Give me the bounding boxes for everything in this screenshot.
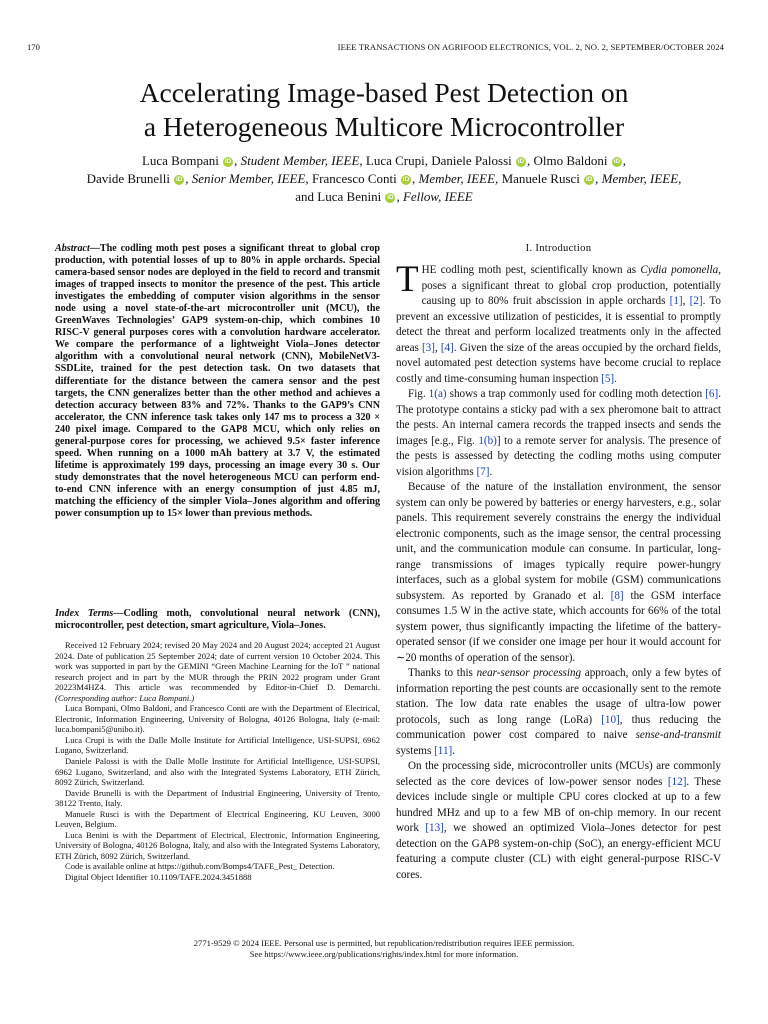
paragraph: [396, 480, 721, 666]
author-role: Fellow, IEEE: [402, 189, 473, 204]
orcid-icon[interactable]: iD: [175, 176, 183, 183]
text: .: [614, 372, 617, 385]
text: . These devices include single or multiple CPU cores clocked at up to a few hundred MHz and up to a few MB of on-chip memory. In our recent work: [396, 775, 721, 834]
citation-link[interactable]: [5]: [601, 372, 615, 385]
text: . The prototype contains a sticky pad with a sex pheromone bait to attract the pests. An internal camera records the trapped insects and sends the images [e.g., Fig.: [396, 388, 721, 447]
author-name: Francesco Conti: [311, 171, 397, 186]
citation-link[interactable]: [1]: [669, 295, 683, 307]
footnote-affiliation: Luca Bompani, Olmo Baldoni, and Francesco Conti are with the Department of Electrical, Electronic, Information Engineering, University of Bologna, 40126 Bologna, Italy (e-mail: luca.bompani5@unibo.it).: [55, 703, 380, 735]
text: approach, only a few bytes of information reporting the pest counts are occasionally sent to the remote station. The low data rate enables the usage of ultra-low power protocols, such as long range (LoRa): [396, 667, 721, 726]
author-name: Manuele Rusci: [501, 171, 580, 186]
orcid-icon[interactable]: iD: [585, 176, 593, 183]
author-role: Member, IEEE,: [601, 171, 682, 186]
text: . To prevent an excessive utilization of pesticides, it is essential to promptly detect the threat and perform localized treatments only in the affected areas: [396, 295, 722, 354]
text: HE codling moth pest, scientifically known as: [421, 264, 641, 276]
index-terms: [55, 608, 380, 632]
running-header: IEEE TRANSACTIONS ON AGRIFOOD ELECTRONICS, VOL. 2, NO. 2, SEPTEMBER/OCTOBER 2024: [337, 42, 724, 52]
orcid-icon[interactable]: iD: [517, 158, 525, 165]
citation-link[interactable]: [8]: [610, 589, 624, 602]
citation-link[interactable]: [13]: [425, 822, 444, 834]
text: On the processing side, microcontroller units (MCUs) are commonly selected as the core devices of low-power sensor nodes: [396, 760, 721, 788]
citation-link[interactable]: [6]: [705, 388, 719, 400]
text: ] to a remote server for analysis. The presence of the pests is assessed by detecting the codling moths using computer vision algorithms: [396, 434, 721, 478]
citation-link[interactable]: [4]: [440, 341, 454, 354]
author-name: and Luca Benini: [295, 189, 382, 204]
paragraph: [396, 387, 721, 480]
abstract: [55, 243, 380, 520]
citation-link[interactable]: [11]: [434, 744, 453, 757]
footnote-affiliation: Davide Brunelli is with the Department of Industrial Engineering, University of Trento, 38122 Trento, Italy.: [55, 787, 380, 809]
citation-link[interactable]: [10]: [601, 713, 620, 726]
figure-link[interactable]: 1(b): [478, 434, 497, 447]
citation-link[interactable]: [3]: [421, 341, 435, 354]
footnote-affiliation: Luca Benini is with the Department of Electrical, Electronic, Information Engineering, University of Bologna, 40126 Bologna, Italy, and also with the Integrated Systems Laboratory, ETH Zürich, 8092 Zürich, Switzerland.: [55, 829, 380, 861]
text: systems: [396, 744, 435, 757]
text: .: [489, 465, 493, 478]
citation-link[interactable]: [2]: [689, 295, 703, 307]
paragraph: [396, 259, 722, 387]
paper-title: [0, 76, 768, 144]
footnote-received: [55, 640, 380, 703]
text: shows a trap commonly used for codling moth detection: [446, 388, 706, 400]
text: Thanks to this: [408, 667, 477, 679]
emphasis: near-sensor processing: [476, 667, 582, 679]
author-role: Senior Member, IEEE,: [191, 171, 309, 186]
footnote-code: Code is available online at https://github.com/Bomps4/TAFE_Pest_ Detection.: [65, 861, 335, 872]
page-number: 170: [27, 42, 40, 52]
footnotes: [55, 640, 380, 883]
text: ,: [682, 295, 690, 307]
footnote-affiliation: Daniele Palossi is with the Dalle Molle Institute for Artificial Intelligence, USI-SUPSI, 6962 Lugano, Switzerland, and also with the Integrated Systems Laboratory, ETH Zürich, 8092 Zürich, Switzerland.: [55, 756, 380, 788]
orcid-icon[interactable]: iD: [224, 158, 232, 165]
text: , thus reducing the communication power cost compared to naive: [396, 713, 721, 741]
author-line-3: and Luca Benini iD , Fellow, IEEE: [295, 189, 473, 204]
figure-link[interactable]: 1(a): [428, 388, 447, 400]
footnote-received-text: Received 12 February 2024; revised 20 May 2024 and 20 August 2024; accepted 21 August 2024. Date of publication 25 September 2024; date of current version 10 October 2024. This work was supported in part by the GEMINI “Green Machine Learning for the IoT ” national research project and in part by the MUR through the PRIN 2022 program under Grant 20223M4HZ4. This article was recommended by Editor-in-Chief D. Demarchi.: [55, 640, 380, 693]
corresponding-author: (Corresponding author: Luca Bompani.): [55, 692, 195, 703]
paragraph: [396, 666, 721, 759]
text: , we showed an optimized Viola–Jones detector for pest detection on the GAP8 system-on-chip (SoC), an energy-efficient MCU featuring a compute cluster (CL) with eight general-purpose RISC-V cores.: [396, 822, 721, 881]
orcid-icon[interactable]: iD: [402, 176, 410, 183]
text: Because of the nature of the installation environment, the sensor system can only be powered by batteries or energy harvesters, e.g., solar panels. This requirement severely constrains the energy the individual electronic components, such as the image sensor, the central processing unit, and the communication module can consume. In particular, long-range transmissions of images typically require power-hungry interfaces, such as a global system for mobile (GSM) communications subsystem. As reported by Granado et al.: [396, 481, 721, 602]
author-role: Member, IEEE,: [418, 171, 499, 186]
abstract-text: —The codling moth pest poses a significant threat to global crop production, with potential losses of up to 80% in apple orchards. Special camera-based sensor nodes are deployed in the field to record and transmit images of trapped insects to monitor the presence of the pest. This article investigates the embedding of computer vision algorithms in the sensor node using a novel state-of-the-art microcontroller unit (MCU), the GreenWaves Technologies’ GAP9 system-on-chip, which combines 10 RISC-V general purposes cores with a convolution hardware accelerator. We compare the performance of a lightweight Viola–Jones detector algorithm with a convolutional neural network (CNN), MobileNetV3-SSDLite, trained for the pest detection task. On two datasets that differentiate for the distance between the camera sensor and the pest targets, the CNN generalizes better than the other method and achieves a detection accuracy between 83% and 72%. Thanks to the GAP9’s CNN accelerator, the CNN inference task takes only 147 ms to process a 320 × 240 pixel image. Compared to the GAP8 MCU, which only relies on general-purpose cores for processing, we achieved 9.5× faster inference speed. When running on a 1000 mAh battery at 3.7 V, the estimated lifetime is approximately 199 days, processing an image every 30 s. Our study demonstrates that the novel heterogeneous MCU can perform end-to-end CNN inference with an energy consumption of just 4.85 mJ, matching the efficiency of the simpler Viola–Jones algorithm and offering power consumption up to 15× lower than previous methods.: [55, 243, 380, 520]
author-name: Olmo Baldoni: [533, 153, 608, 168]
footer-line-2: See https://www.ieee.org/publications/rights/index.html for more information.: [249, 949, 519, 959]
citation-link[interactable]: [12]: [667, 775, 687, 788]
author-name: Luca Bompani: [141, 153, 219, 168]
author-role: Student Member, IEEE,: [240, 153, 363, 168]
abstract-label: Abstract: [55, 243, 90, 254]
text: .: [452, 744, 456, 757]
title-line-2: a Heterogeneous Multicore Microcontroller: [143, 111, 625, 142]
author-list: [40, 152, 728, 206]
footnote-doi: Digital Object Identifier 10.1109/TAFE.2024.3451888: [65, 872, 252, 883]
drop-cap: T: [396, 259, 419, 300]
emphasis: sense-and-transmit: [635, 729, 721, 741]
index-terms-text: —Codling moth, convolutional neural network (CNN), microcontroller, pest detection, smart agriculture, Viola–Jones.: [55, 608, 380, 632]
footnote-affiliation: Luca Crupi is with the Dalle Molle Institute for Artificial Intelligence, USI-SUPSI, 6962 Lugano, Switzerland.: [55, 734, 380, 756]
section-heading-introduction: I. Introduction: [525, 243, 592, 254]
citation-link[interactable]: [7]: [476, 465, 490, 478]
text: . Given the size of the areas occupied by the orchard fields, novel automated pest detection systems have become crucial to replace costly and time-consuming human inspection: [396, 341, 721, 385]
text: Fig.: [408, 388, 429, 400]
orcid-icon[interactable]: iD: [613, 158, 621, 165]
text: the GSM interface consumes 1.5 W in the active state, which accounts for 66% of the total system power, thus significantly impacting the lifetime of the battery-operated sensor (if we consider one image per hour it would account for ∼20 months of operation of the sensor).: [396, 589, 721, 664]
orcid-icon[interactable]: iD: [387, 194, 394, 201]
footnote-affiliation: Manuele Rusci is with the Department of Electrical Engineering, KU Leuven, 3000 Leuven, Belgium.: [55, 808, 380, 830]
title-line-1: Accelerating Image-based Pest Detection on: [139, 77, 629, 108]
introduction-body: [396, 259, 722, 883]
author-name: Davide Brunelli: [86, 171, 170, 186]
text: , poses a significant threat to global crop production, potentially causing up to 80% fruit abscission in apple orchards: [421, 264, 721, 307]
footer-line-1: 2771-9529 © 2024 IEEE. Personal use is permitted, but republication/redistribution requires IEEE permission.: [193, 938, 575, 948]
author-line-1: Luca Bompani iD , Student Member, IEEE, Luca Crupi, Daniele Palossi iD , Olmo Baldoni iD ,: [141, 153, 627, 168]
index-terms-label: Index Terms: [55, 608, 114, 619]
species-name: Cydia pomonella: [640, 264, 719, 276]
text: ,: [434, 341, 441, 354]
copyright-footer: [0, 938, 768, 960]
author-line-2: Davide Brunelli iD , Senior Member, IEEE, Francesco Conti iD , Member, IEEE, Manuele Rusci iD , Member, IEEE,: [86, 171, 682, 186]
paragraph: [396, 759, 721, 883]
author-name: Luca Crupi, Daniele Palossi: [365, 153, 512, 168]
